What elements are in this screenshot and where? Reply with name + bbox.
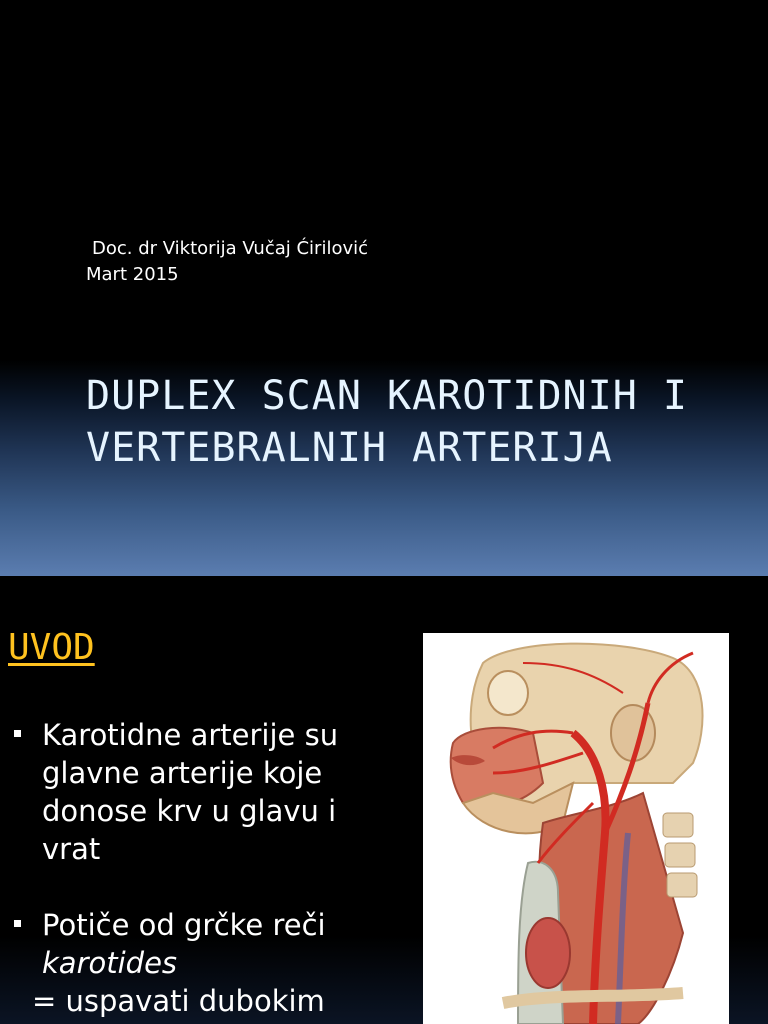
anatomy-drawing-icon <box>423 633 729 1024</box>
list-item <box>14 906 394 1020</box>
bullet-emphasis: karotides <box>42 946 178 980</box>
bullet-marker-icon <box>14 920 21 927</box>
list-item <box>14 716 394 868</box>
bullet-text: Karotidne arterije su glavne arterije koje donose krv u glavu i vrat <box>42 718 339 866</box>
head-neck-arteries-illustration <box>423 633 729 1024</box>
author-block <box>86 236 368 288</box>
intro-slide <box>0 576 768 1024</box>
bullet-marker-icon <box>14 730 21 737</box>
author-name: Doc. dr Viktorija Vučaj Ćirilović <box>92 238 369 259</box>
section-heading: UVOD <box>8 627 95 668</box>
presentation-date: Mart 2015 <box>86 264 179 285</box>
bullet-continuation: = uspavati dubokim <box>32 984 325 1018</box>
slide-title <box>86 370 746 474</box>
bullet-text: Potiče od grčke reči <box>42 908 326 942</box>
bullet-list <box>14 716 394 1024</box>
title-line-2: VERTEBRALNIH ARTERIJA <box>86 425 613 471</box>
title-line-1: DUPLEX SCAN KAROTIDNIH I <box>86 373 688 419</box>
